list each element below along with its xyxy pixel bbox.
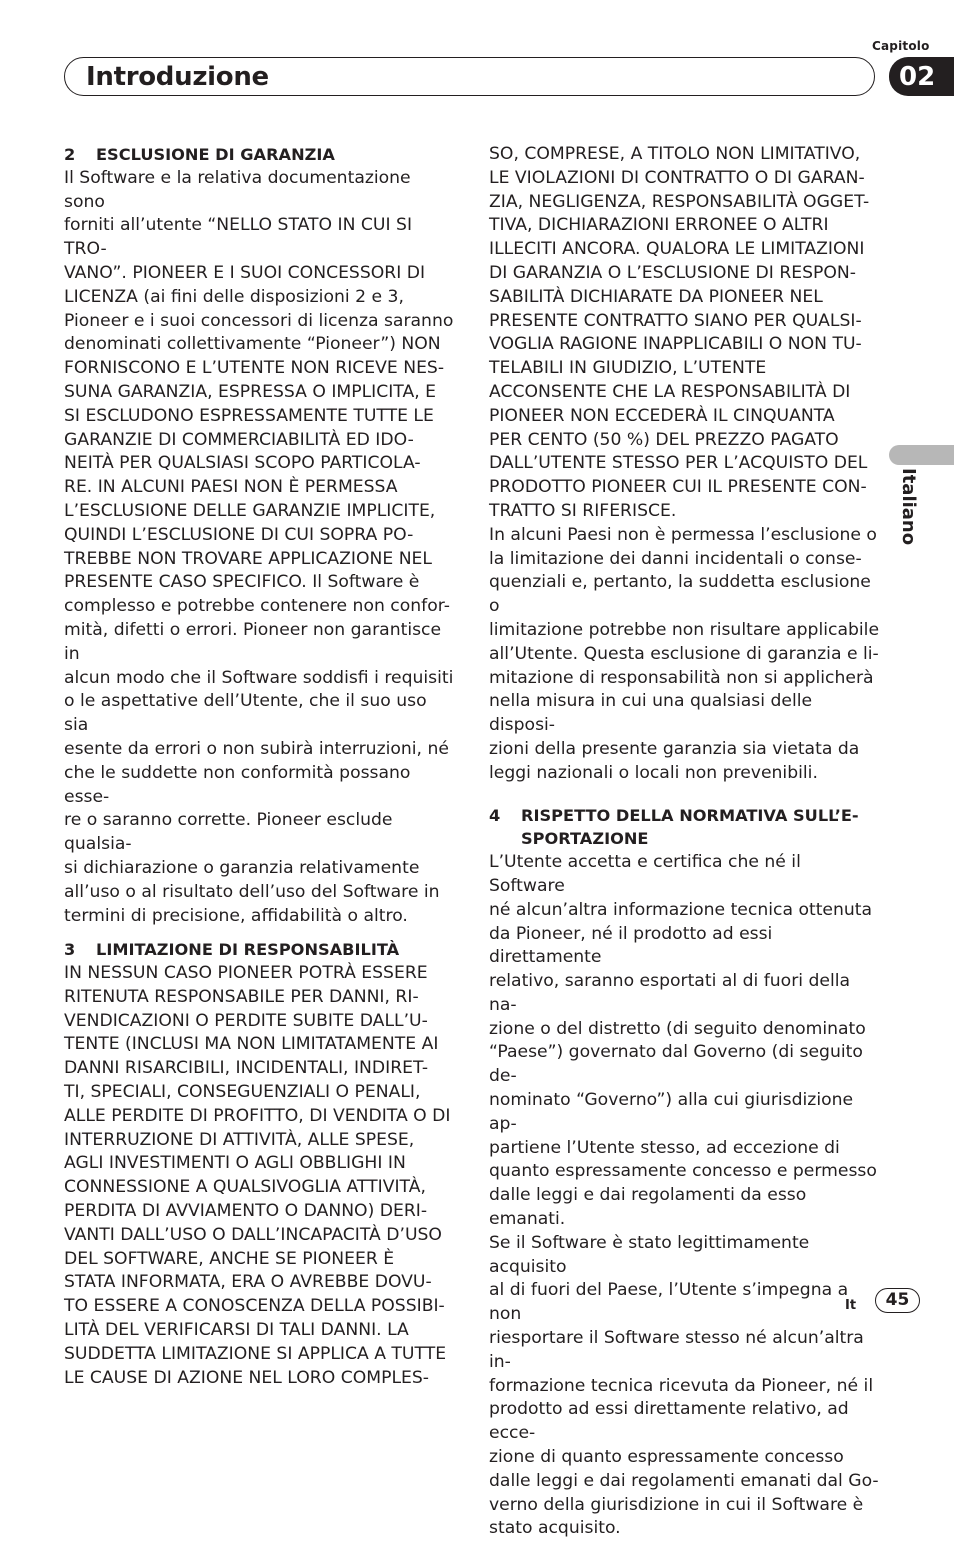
page-number: 45 (875, 1288, 920, 1313)
section-2-title: ESCLUSIONE DI GARANZIA (96, 145, 335, 164)
section-4-title: RISPETTO DELLA NORMATIVA SULL’E- SPORTAZIONE (521, 805, 859, 849)
footer-language-code: It (845, 1298, 857, 1313)
section-3-body-left: IN NESSUN CASO PIONEER POTRÀ ESSERE RITENUTA RESPONSABILE PER DANNI, RI- VENDICAZIONI O PERDITE SUBITE DALL’U- TENTE (INCLUSI MA NON LIMITATAMENTE AI DANNI RISARCIBILI, INCIDENTALI, INDIRET- TI, SPECIALI, CONSEGUENZIALI O PENALI, ALLE PERDITE DI PROFITTO, DI VENDITA O DI INTERRUZIONE DI ATTIVITÀ, ALLE SPESE, AGLI INVESTIMENTI O AGLI OBBLIGHI IN CONNESSIONE A QUALSIVOGLIA ATTIVITÀ, PERDITA DI AVVIAMENTO O DANNO) DERI- VANTI DALL’USO O DALL’INCAPACITÀ D’USO DEL SOFTWARE, ANCHE SE PIONEER È STATA INFORMATA, ERA O AVREBBE DOVU- TO ESSERE A CONOSCENZA DELLA POSSIBI- LITÀ DEL VERIFICARSI DI TALI DANNI. LA SUDDETTA LIMITAZIONE SI APPLICA A TUTTE LE CAUSE DI AZIONE NEL LORO COMPLES- (64, 963, 451, 1388)
section-3-title: LIMITAZIONE DI RESPONSABILITÀ (96, 940, 400, 960)
language-tab-marker (889, 445, 954, 465)
chapter-number-badge (889, 57, 954, 96)
section-2-number: 2 (64, 145, 76, 164)
chapter-header-bar (64, 57, 875, 96)
section-4-number: 4 (489, 805, 501, 825)
page-title: Introduzione (86, 62, 269, 92)
section-2-body: Il Software e la relativa documentazione sono forniti all’utente “NELLO STATO IN CUI SI TRO- VANO”. PIONEER E I SUOI CONCESSORI DI LICENZA (ai fini delle disposizioni 2 e 3, Pioneer e i suoi concessori di licenza saranno denominati collettivamente “Pioneer”) NON FORNISCONO E L’UTENTE NON RICEVE NES- SUNA GARANZIA, ESPRESSA O IMPLICITA, E SI ESCLUDONO ESPRESSAMENTE TUTTE LE GARANZIE DI COMMERCIABILITÀ ED IDO- NEITÀ PER QUALSIASI SCOPO PARTICOLA- RE. IN ALCUNI PAESI NON È PERMESSA L’ESCLUSIONE DELLE GARANZIE IMPLICITE, QUINDI L’ESCLUSIONE DI CUI SOPRA PO- TREBBE NON TROVARE APPLICAZIONE NEL PRESENTE CASO SPECIFICO. Il Software è complesso e potrebbe contenere non confor- mità, difetti o errori. Pioneer non garantisce in alcun modo che il Software soddisfi i requisiti o le aspettative dell’Utente, che il suo uso sia esente da errori o non subirà interruzioni, né che le suddette non conformità possano esse- re o saranno corrette. Pioneer esclude qualsia- si dichiarazione o garanzia relativamente all’uso o al risultato dell’uso del Software in termini di precisione, affidabilità o altro. (64, 167, 454, 926)
section-3-number: 3 (64, 940, 76, 960)
chapter-label: Capitolo (872, 39, 930, 53)
section-3-body-right-2: In alcuni Paesi non è permessa l’esclusione o la limitazione dei danni incidentali o conse- quenziali e, pertanto, la suddetta esclusione o limitazione potrebbe non risultare applicabile all’Utente. Questa esclusione di garanzia e li- mitazione di responsabilità non si applicherà nella misura in cui una qualsiasi delle disposi- zioni della presente garanzia sia vietata da leggi nazionali o locali non prevenibili. (489, 524, 880, 783)
section-3-heading (64, 938, 456, 962)
section-4-heading (489, 804, 882, 852)
language-tab-label: Italiano (898, 468, 919, 546)
section-3-body-right: SO, COMPRESE, A TITOLO NON LIMITATIVO, LE VIOLAZIONI DI CONTRATTO O DI GARAN- ZIA, NEGLIGENZA, RESPONSABILITÀ OGGET- TIVA, DICHIARAZIONI ERRONEE O ALTRI ILLECITI ANCORA. QUALORA LE LIMITAZIONI DI GARANZIA O L’ESCLUSIONE DI RESPON- SABILITÀ DICHIARATE DA PIONEER NEL PRESENTE CONTRATTO SIANO PER QUALSI- VOGLIA RAGIONE INAPPLICABILI O NON TU- TELABILI IN GIUDIZIO, L’UTENTE ACCONSENTE CHE LA RESPONSABILITÀ DI PIONEER NON ECCEDERÀ IL CINQUANTA PER CENTO (50 %) DEL PREZZO PAGATO DALL’UTENTE STESSO PER L’ACQUISTO DEL PRODOTTO PIONEER CUI IL PRESENTE CON- TRATTO SI RIFERISCE. (489, 144, 870, 521)
left-column (64, 143, 456, 1390)
section-2-heading (64, 143, 456, 167)
right-column (489, 143, 882, 1541)
chapter-number: 02 (899, 62, 936, 92)
section-4-body: L’Utente accetta e certifica che né il Software né alcun’altra informazione tecnica ottenuta da Pioneer, né il prodotto ad essi direttamente relativo, saranno esportati al di fuori della na- zione o del distretto (di seguito denominato “Paese”) governato dal Governo (di seguito de- nominato “Governo”) alla cui giurisdizione ap- partiene l’Utente stesso, ad eccezione di quanto espressamente concesso e permesso dalle leggi e dai regolamenti da esso emanati. Se il Software è stato legittimamente acquisito al di fuori del Paese, l’Utente s’impegna a non riesportare il Software stesso né alcun’altra in- formazione tecnica ricevuta da Pioneer, né il prodotto ad essi direttamente relativo, ad ecce- zione di quanto espressamente concesso dalle leggi e dai regolamenti emanati dal Go- verno della giurisdizione in cui il Software è stato acquisito. (489, 852, 879, 1539)
